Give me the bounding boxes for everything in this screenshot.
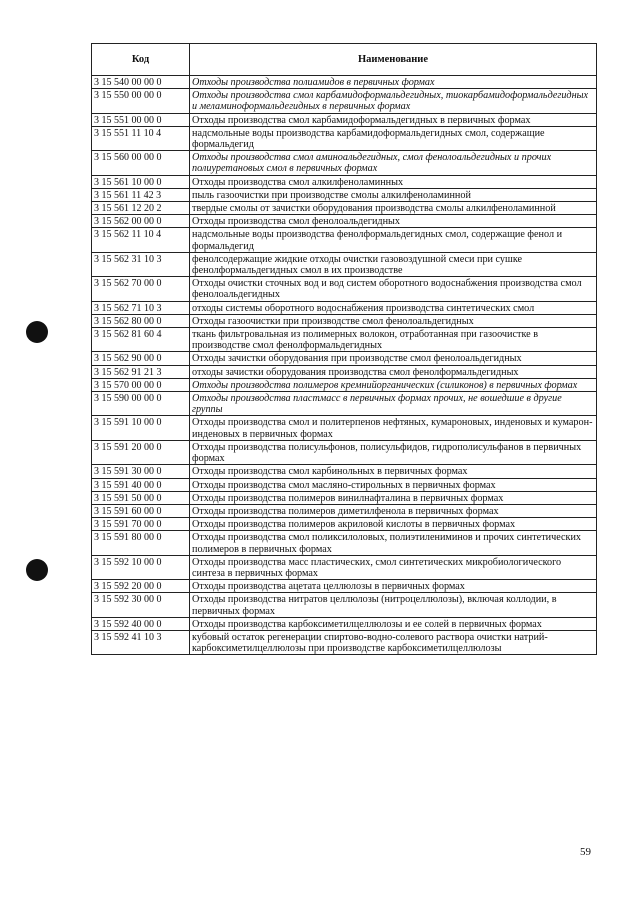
table-row (92, 301, 597, 314)
waste-name-cell: надсмольные воды производства фенолформальдегидных смол, содержащие фенол и формальдегид (190, 228, 597, 252)
waste-name-cell: Отходы производства смол алкилфеноламинных (190, 175, 597, 188)
waste-code-cell: 3 15 562 00 00 0 (92, 215, 190, 228)
waste-code-cell: 3 15 561 12 20 2 (92, 202, 190, 215)
table-row (92, 531, 597, 555)
waste-code-cell: 3 15 590 00 00 0 (92, 392, 190, 416)
waste-code-cell: 3 15 591 40 00 0 (92, 478, 190, 491)
waste-code-cell: 3 15 551 00 00 0 (92, 113, 190, 126)
table-row (92, 215, 597, 228)
table-row (92, 491, 597, 504)
waste-name-cell: надсмольные воды производства карбамидоформальдегидных смол, содержащие формальдегид (190, 126, 597, 150)
waste-code-cell: 3 15 550 00 00 0 (92, 89, 190, 113)
waste-name-cell: ткань фильтровальная из полимерных волокон, отработанная при газоочистке в производстве смол фенолформальдегидных (190, 328, 597, 352)
waste-code-cell: 3 15 570 00 00 0 (92, 378, 190, 391)
waste-name-cell: Отходы производства полимеров акриловой кислоты в первичных формах (190, 518, 597, 531)
table-row (92, 378, 597, 391)
waste-code-cell: 3 15 562 80 00 0 (92, 314, 190, 327)
code-column-header: Код (92, 44, 190, 76)
table-row (92, 175, 597, 188)
waste-name-cell: твердые смолы от зачистки оборудования производства смолы алкилфеноламинной (190, 202, 597, 215)
punch-hole-bottom (26, 559, 48, 581)
waste-name-cell: Отходы производства пластмасс в первичных формах прочих, не вошедшие в другие группы (190, 392, 597, 416)
waste-code-cell: 3 15 592 20 00 0 (92, 580, 190, 593)
waste-code-cell: 3 15 591 10 00 0 (92, 416, 190, 440)
table-row (92, 76, 597, 89)
table-row (92, 440, 597, 464)
waste-name-cell: Отходы газоочистки при производстве смол фенолоальдегидных (190, 314, 597, 327)
table-row (92, 504, 597, 517)
waste-code-cell: 3 15 591 30 00 0 (92, 465, 190, 478)
table-row (92, 478, 597, 491)
table-row (92, 151, 597, 175)
waste-code-cell: 3 15 562 70 00 0 (92, 277, 190, 301)
waste-code-cell: 3 15 591 20 00 0 (92, 440, 190, 464)
waste-code-cell: 3 15 561 10 00 0 (92, 175, 190, 188)
waste-code-cell: 3 15 592 41 10 3 (92, 630, 190, 654)
waste-code-cell: 3 15 562 81 60 4 (92, 328, 190, 352)
waste-name-cell: Отходы производства смол карбамидоформальдегидных в первичных формах (190, 113, 597, 126)
table-row (92, 228, 597, 252)
table-row (92, 202, 597, 215)
table-row (92, 113, 597, 126)
waste-name-cell: Отходы производства смол поликсилоловых, полиэтилениминов и прочих синтетических полимеров в первичных формах (190, 531, 597, 555)
waste-code-cell: 3 15 591 80 00 0 (92, 531, 190, 555)
waste-name-cell: Отходы зачистки оборудования при производстве смол фенолоальдегидных (190, 352, 597, 365)
table-row (92, 89, 597, 113)
waste-code-cell: 3 15 562 90 00 0 (92, 352, 190, 365)
waste-code-cell: 3 15 592 40 00 0 (92, 617, 190, 630)
waste-name-cell: Отходы производства смол фенолоальдегидных (190, 215, 597, 228)
waste-code-cell: 3 15 562 31 10 3 (92, 252, 190, 276)
waste-name-cell: Отходы производства полимеров кремнийорганических (силиконов) в первичных формах (190, 378, 597, 391)
table-body (92, 76, 597, 655)
waste-name-cell: Отходы производства смол аминоальдегидных, смол фенолоальдегидных и прочих полиуретановых смол в первичных формах (190, 151, 597, 175)
table-row (92, 416, 597, 440)
table-row (92, 465, 597, 478)
waste-code-cell: 3 15 591 60 00 0 (92, 504, 190, 517)
waste-name-cell: Отходы производства полиамидов в первичных формах (190, 76, 597, 89)
table-row (92, 593, 597, 617)
waste-name-cell: Отходы производства полимеров диметилфенола в первичных формах (190, 504, 597, 517)
table-row (92, 365, 597, 378)
table-row (92, 630, 597, 654)
name-column-header: Наименование (190, 44, 597, 76)
waste-code-cell: 3 15 591 70 00 0 (92, 518, 190, 531)
waste-name-cell: Отходы очистки сточных вод и вод систем оборотного водоснабжения производства смол фенолоальдегидных (190, 277, 597, 301)
table-row (92, 555, 597, 579)
waste-code-cell: 3 15 592 10 00 0 (92, 555, 190, 579)
page-number: 59 (580, 846, 591, 858)
table-row (92, 314, 597, 327)
waste-name-cell: Отходы производства смол карбамидоформальдегидных, тиокарбамидоформальдегидных и меламиноформальдегидных в первичных формах (190, 89, 597, 113)
waste-name-cell: Отходы производства полисульфонов, полисульфидов, гидрополисульфанов в первичных формах (190, 440, 597, 464)
waste-name-cell: пыль газоочистки при производстве смолы алкилфеноламинной (190, 188, 597, 201)
table-row (92, 328, 597, 352)
table-row (92, 252, 597, 276)
waste-code-cell: 3 15 562 91 21 3 (92, 365, 190, 378)
waste-name-cell: Отходы производства нитратов целлюлозы (нитроцеллюлозы), включая коллодии, в первичных формах (190, 593, 597, 617)
table-row (92, 518, 597, 531)
table-row (92, 392, 597, 416)
waste-classifier-table (91, 43, 597, 655)
table-row (92, 126, 597, 150)
waste-code-cell: 3 15 562 11 10 4 (92, 228, 190, 252)
table-row (92, 277, 597, 301)
table-row (92, 617, 597, 630)
waste-name-cell: Отходы производства смол масляно-стирольных в первичных формах (190, 478, 597, 491)
waste-name-cell: Отходы производства масс пластических, смол синтетических микробиологического синтеза в первичных формах (190, 555, 597, 579)
waste-code-cell: 3 15 561 11 42 3 (92, 188, 190, 201)
waste-code-cell: 3 15 560 00 00 0 (92, 151, 190, 175)
table-row (92, 580, 597, 593)
table-row (92, 188, 597, 201)
waste-name-cell: отходы системы оборотного водоснабжения производства синтетических смол (190, 301, 597, 314)
waste-name-cell: Отходы производства полимеров винилнафталина в первичных формах (190, 491, 597, 504)
waste-name-cell: Отходы производства смол и политерпенов нефтяных, кумароновых, инденовых и кумарон-инденовых в первичных формах (190, 416, 597, 440)
waste-name-cell: отходы зачистки оборудования производства смол фенолформальдегидных (190, 365, 597, 378)
waste-code-cell: 3 15 562 71 10 3 (92, 301, 190, 314)
table-header-row (92, 44, 597, 76)
waste-name-cell: Отходы производства смол карбинольных в первичных формах (190, 465, 597, 478)
waste-code-cell: 3 15 540 00 00 0 (92, 76, 190, 89)
punch-hole-top (26, 321, 48, 343)
table-row (92, 352, 597, 365)
waste-code-cell: 3 15 551 11 10 4 (92, 126, 190, 150)
waste-name-cell: кубовый остаток регенерации спиртово-водно-солевого раствора очистки натрий-карбоксиметилцеллюлозы при производстве карбоксиметилцеллюлозы (190, 630, 597, 654)
waste-name-cell: Отходы производства карбоксиметилцеллюлозы и ее солей в первичных формах (190, 617, 597, 630)
waste-code-cell: 3 15 592 30 00 0 (92, 593, 190, 617)
waste-name-cell: фенолсодержащие жидкие отходы очистки газовоздушной смеси при сушке фенолформальдегидных смол в их производстве (190, 252, 597, 276)
waste-name-cell: Отходы производства ацетата целлюлозы в первичных формах (190, 580, 597, 593)
waste-code-cell: 3 15 591 50 00 0 (92, 491, 190, 504)
